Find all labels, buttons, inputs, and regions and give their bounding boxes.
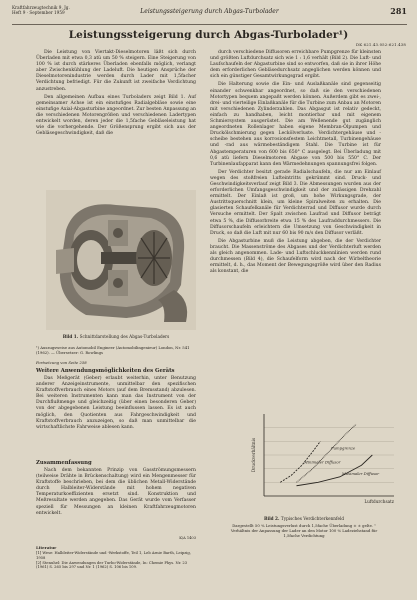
paragraph: Die Abgasturbine muß die Leistung abgeben, die der Verdichter braucht. Die Massenströme des Abgases und der Verdichterluft werden als gleich angenommen. Lade- und Luftschluckkennlinien werden rund durchmessen (Bild 4), die Schaufelform wird nach der Wirbeltheorie ermittelt, d. h., das Moment der Bewegungsgröße wird über den Radius als konstant, die <box>210 238 381 275</box>
paragraph: Der Verdichter besitzt gerade Radialschaufeln, die nur am Einlauf wegen des stoßfreien Lufteintritts gekrümmt sind. Druck- und Geschwindigkeitsverlauf zeigt Bild 3. Die Abmessungen wurden aus der erforderlichen Umfangsgeschwindigkeit und der zulässigen Drehzahl ermittelt. Der Einlaß ist groß, um hohe Wirkungsgrade, der Austrittsquerschnitt klein, um kleine Spiralweiten zu erhalten. Die glasierten Schaufelkanäle für Verdichterrad und Diffusor wurde durch Versuche ermittelt. Der Spalt zwischen Laufrad und Diffusor beträgt etwa 5 %, die Diffusorbreite etwa 15 % des Laufraddurchmessers. Die Diffusorschaufeln erleichtern die Umsetzung von Geschwindigkeit in Druck, so daß die Luft mit nur 60 bis 90 m/s den Diffusor verläßt. <box>210 169 381 236</box>
literature-item: [2] Stenuhel: Die Anwendungen der Turbo-Widerstände, In: Chemie Phys. Nr. 23 (1961) S. 265 bis 297 und Nr. 1 (1962) S. 106 bis 109. <box>36 560 188 570</box>
figure-1-label: Bild 1. <box>62 334 79 339</box>
literature-item: [1] Wese: Halbleiter-Widerstände und -Werkstoffe, Teil 1, Leb Arnie Barth, Leipzig, 1958 <box>36 551 191 560</box>
literature-heading: Literatur <box>36 545 57 550</box>
series-annotation: Pumpgrenze <box>331 445 356 451</box>
section-heading-summary: Zusammenfassung <box>36 460 92 466</box>
paragraph: Den allgemeinen Aufbau eines Turboladers zeigt Bild 1. Auf gemeinsamer Achse ist ein einstufiges Radialgebläse sowie eine einstufige Axial-Abgasturbine angeordnet. Zur besten Anpassung an die verschiedenen Motorengrößen und verschiedenen Ladertypen entwickelt worden, deren jeder die 1,5fache Gebläseleistung hat wie die vorhergehende. Der Größensprung ergibt sich aus der Gebläsegeschwindigkeit, daß die <box>36 94 196 137</box>
figure-2-caption <box>224 516 384 521</box>
figure-2-text: Typisches Verdichterkennfeld <box>280 516 345 521</box>
running-title: Leistungssteigerung durch Abgas-Turbolader <box>140 8 279 15</box>
section-summary-text <box>36 468 196 517</box>
series-annotation: Minimaler Diffusor <box>303 459 341 465</box>
paragraph: durch verschiedene Diffusoren erreichbare Pumpgrenze für kleinsten und größten Luftdurchsatz sich wie 1 : 1,6 verhält (Bild 2). Die Luft- und Laufschaufeln der Abgasturbine sind so entworfen, daß sie in ihrer Höhe dem erforderlichen Gebläsedurchsatz angeglichen werden können und sich ein günstiger Gesamtwirkungsgrad ergibt. <box>210 50 381 80</box>
paragraph: Die Leistung von Viertakt-Dieselmotoren läßt sich durch Überladen mit etwa 0,3 atü um 50 % steigern. Eine Steigerung von 100 % ist durch stärkeres Überladen ebenfalls möglich, verlangt aber Zwischenkühlung der Ladeluft. Die heutigen Ansprüche der Dieselmotorenindustrie werden durch Lader mit 1,5facher Verdichtung befriedigt. Für die Zukunft ist zweifache Verdichtung anzustreben. <box>36 50 196 92</box>
issue-info: Heft 9 · September 1959 <box>12 10 65 15</box>
right-column-text <box>210 50 381 275</box>
dk-classification: DK 621.43.052:621.438 <box>355 42 406 47</box>
footnote: ¹) Auszugsweise aus Automobil Engineer (Automobilingenieur) London, Nr. 541 (1962). — Übersetzer: G. Rowlings <box>36 345 190 355</box>
compressor-map-chart <box>250 408 400 508</box>
article-title: Leistungssteigerung durch Abgas-Turbolader¹) <box>68 29 349 41</box>
figure-1-text: Schnittdarstellung des Abgas-Turboladers <box>79 334 170 339</box>
section-applications-text <box>36 376 196 431</box>
y-axis-label: Druckverhältnis <box>251 437 256 473</box>
paragraph: Nach dem bekannten Prinzip von Gasströmungsmessern (teilweise Drähte in Brückenschaltung) wird ein Mengenmesser für Kraftstoffe beschrieben, bei dem die üblichen Metall-Widerstände durch Halbleiter-Widerstände mit hohem negativen Temperaturkoeffizienten ersetzt sind. Konstruktion und Meßresultate werden angegeben. Das Gerät wurde vom Verfasser speziell für Messungen an kleinen Kraftfahrzeugmotoren entwickelt. <box>36 468 196 516</box>
literature-list <box>36 551 196 570</box>
figure-2-label: Bild 2. <box>263 516 280 521</box>
turbocharger-cutaway-figure <box>46 190 196 330</box>
paragraph: Die Halterung sowie die Ein- und Auslaßkanäle sind gegenseitig einander schwenkbar angeordnet, so daß sie den verschiedenen Motortypen bequem angepaßt werden können. Außerdem gibt es zwei-, drei- und vierteilige Einlaßkanäle für die Turbine zum Anbau an Motoren mit verschiedenen Zylinderzahlen. Das Abgasgut ist relativ gedeckt, einfach zu handhaben, leicht montierbar und mit eigenem Schmiersystem ausgerüstet. Die am Wellenende gut zugänglich angeordneten Rollenlager haben eigene Membran-Ölpumpen und Druckölschmierung gegen Leckölverluste. Verdichtergehäuse und -scheibe bestehen aus korrosionsfestem Leichtmetall, Turbinengehäuse und -rad aus wärmebeständigem Stahl. Die Turbine ist für Abgastemperaturen von 600 bis 650° C ausgelegt. Bei Überladung mit 0,6 atü liefern Dieselmotoren Abgase von 500 bis 550° C. Der Turbinenlaufapparat kann den Wärmedehnungen spannungsfrei folgen. <box>210 82 382 167</box>
running-header <box>12 4 407 25</box>
page-number: 281 <box>390 6 407 16</box>
journal-name: Kraftfahrzeugtechnik 9, Jg. <box>12 5 70 10</box>
left-column-intro <box>36 50 196 137</box>
figure-1-caption <box>36 334 196 339</box>
figure-2-note: Dargestellt 50 % Leistungsverlust durch 1,5fache Überladung ± ± gelte. ¹ Verhältnis der Anpassung der Lader an den Motor 100 % Ladeziehstand für 1,5fache Verdichtung <box>230 523 378 538</box>
section-heading-applications: Weitere Anwendungsmöglichkeiten des Geräts <box>36 368 175 374</box>
paragraph: Das Meßgerät (Geber) erlaubt weiterhin, unter Benutzung anderer Anzeigeinstrumente, unmittelbar den spezifischen Kraftstoffverbrauch eines Motors (auf dem Bremsstand) abzulesen. Bei weiteren Instrumenten kann man das Instrument von der Durchflußmenge und gleichzeitig (über einen besonderen Geber) von der abgegebenen Leistung beeinflussen lassen. Es ist auch möglich, den Quotienten aus Fahrgeschwindigkeit und Kraftstoffverbrauch anzuzeigen, so daß man unmittelbar die wirtschaftlichste Fahrweise ablesen kann. <box>36 376 196 430</box>
article-signature: K/A 1403 <box>179 536 196 540</box>
x-axis-label: Luftdurchsatz <box>364 499 394 504</box>
series-annotation: Maximaler Diffusor <box>341 470 380 476</box>
continuation-note: Fortsetzung von Seite 258 <box>36 360 87 365</box>
